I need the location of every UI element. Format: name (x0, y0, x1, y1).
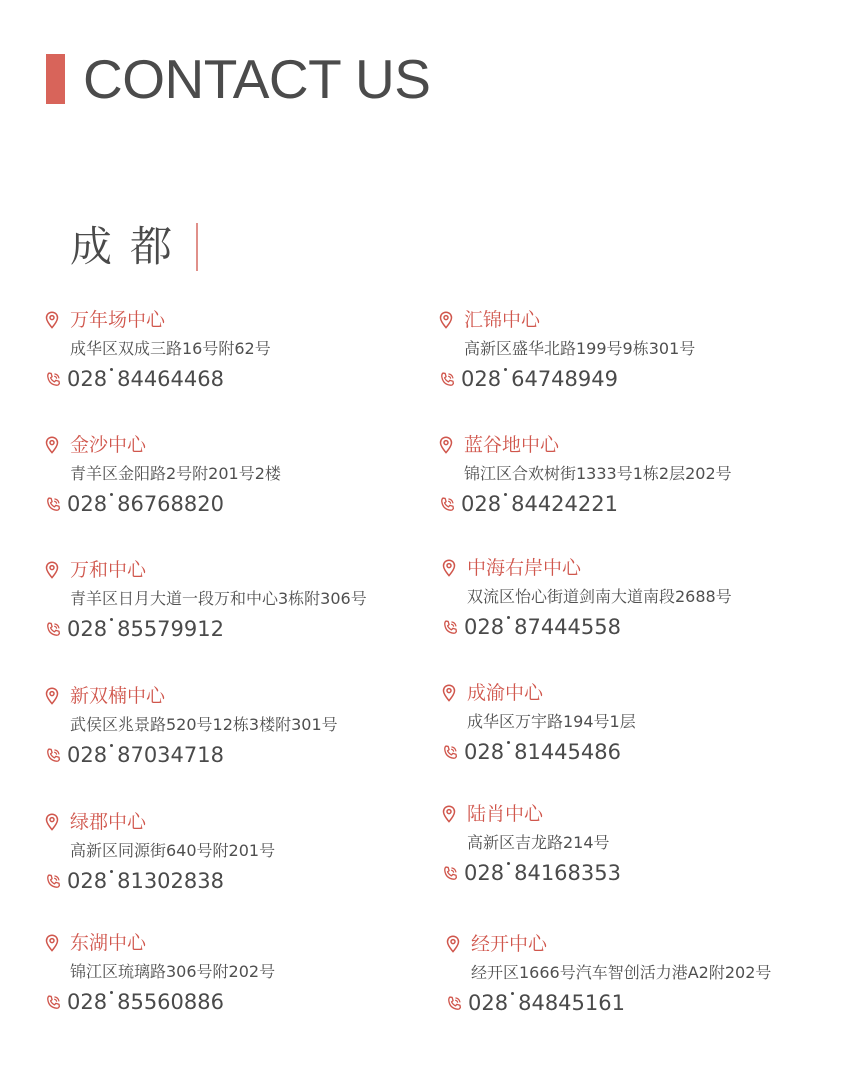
store-name-row (45, 683, 445, 709)
phone-icon (439, 496, 456, 513)
phone-number: 87444558 (514, 615, 621, 639)
store-name-row (45, 809, 445, 835)
store-name-row (439, 307, 839, 333)
store-card (442, 801, 842, 888)
store-name: 新双楠中心 (70, 685, 166, 707)
phone-separator-dot (507, 616, 510, 619)
phone-icon (442, 865, 459, 882)
phone-number: 64748949 (511, 367, 618, 391)
store-address: 锦江区合欢树街1333号1栋2层202号 (464, 464, 732, 483)
phone-icon (45, 873, 62, 890)
header-accent-bar (46, 54, 65, 104)
store-card (45, 930, 445, 1017)
store-name-row (45, 930, 445, 956)
store-address: 青羊区日月大道一段万和中心3栋附306号 (70, 589, 367, 608)
phone-row[interactable] (45, 987, 445, 1017)
phone-icon (446, 995, 463, 1012)
phone-separator-dot (511, 992, 514, 995)
phone-number: 84464468 (117, 367, 224, 391)
store-address: 成华区万宇路194号1层 (467, 712, 636, 731)
phone-separator-dot (110, 618, 113, 621)
phone-row[interactable] (442, 737, 842, 767)
phone-area-code: 028 (67, 743, 108, 767)
store-card (442, 680, 842, 767)
store-name: 绿郡中心 (70, 811, 147, 833)
phone-row[interactable] (45, 364, 445, 394)
store-card (45, 432, 445, 519)
store-card (45, 683, 445, 770)
store-name: 万年场中心 (70, 309, 166, 331)
store-name-row (442, 555, 842, 581)
store-name: 万和中心 (70, 559, 147, 581)
phone-number: 81445486 (514, 740, 621, 764)
page-header (46, 48, 431, 110)
phone-icon (442, 744, 459, 761)
phone-area-code: 028 (67, 367, 108, 391)
phone-row[interactable] (439, 364, 839, 394)
store-name-row (442, 801, 842, 827)
phone-area-code: 028 (67, 492, 108, 516)
phone-area-code: 028 (67, 990, 108, 1014)
phone-number: 87034718 (117, 743, 224, 767)
location-pin-icon (446, 935, 460, 953)
store-name-row (45, 307, 445, 333)
store-address: 锦江区琉璃路306号附202号 (70, 962, 276, 981)
store-address: 武侯区兆景路520号12栋3楼附301号 (70, 715, 338, 734)
location-pin-icon (439, 311, 453, 329)
phone-number: 85579912 (117, 617, 224, 641)
store-name: 陆肖中心 (467, 803, 544, 825)
store-card (45, 809, 445, 896)
store-card (45, 307, 445, 394)
phone-row[interactable] (442, 858, 842, 888)
location-pin-icon (442, 805, 456, 823)
phone-separator-dot (507, 741, 510, 744)
location-pin-icon (439, 436, 453, 454)
store-name-row (442, 680, 842, 706)
store-address: 高新区吉龙路214号 (467, 833, 610, 852)
phone-separator-dot (110, 870, 113, 873)
phone-row[interactable] (45, 740, 445, 770)
store-name-row (45, 432, 445, 458)
page-title: CONTACT US (83, 48, 431, 110)
store-name: 东湖中心 (70, 932, 147, 954)
location-pin-icon (442, 684, 456, 702)
store-name-row (45, 557, 445, 583)
phone-number: 81302838 (117, 869, 224, 893)
phone-row[interactable] (442, 612, 842, 642)
phone-area-code: 028 (464, 615, 505, 639)
phone-icon (45, 371, 62, 388)
phone-number: 84424221 (511, 492, 618, 516)
phone-area-code: 028 (464, 740, 505, 764)
phone-number: 86768820 (117, 492, 224, 516)
phone-row[interactable] (446, 988, 843, 1018)
store-address: 高新区盛华北路199号9栋301号 (464, 339, 696, 358)
city-name: 成都 (70, 222, 191, 271)
phone-row[interactable] (45, 866, 445, 896)
phone-separator-dot (110, 493, 113, 496)
store-card (446, 931, 843, 1018)
store-name-row (446, 931, 843, 957)
phone-area-code: 028 (461, 367, 502, 391)
store-address: 青羊区金阳路2号附201号2楼 (70, 464, 281, 483)
phone-icon (45, 994, 62, 1011)
phone-icon (45, 496, 62, 513)
store-name: 中海右岸中心 (467, 557, 582, 579)
store-name: 金沙中心 (70, 434, 147, 456)
phone-area-code: 028 (67, 617, 108, 641)
phone-icon (45, 621, 62, 638)
store-name: 成渝中心 (467, 682, 544, 704)
store-address: 成华区双成三路16号附62号 (70, 339, 271, 358)
location-pin-icon (45, 934, 59, 952)
location-pin-icon (45, 813, 59, 831)
store-card (442, 555, 842, 642)
store-card (439, 307, 839, 394)
phone-icon (442, 619, 459, 636)
city-divider (196, 223, 198, 271)
phone-separator-dot (504, 493, 507, 496)
location-pin-icon (45, 687, 59, 705)
store-name: 蓝谷地中心 (464, 434, 560, 456)
location-pin-icon (45, 311, 59, 329)
phone-separator-dot (504, 368, 507, 371)
phone-separator-dot (110, 991, 113, 994)
phone-area-code: 028 (67, 869, 108, 893)
location-pin-icon (45, 561, 59, 579)
phone-separator-dot (507, 862, 510, 865)
phone-area-code: 028 (461, 492, 502, 516)
store-name: 汇锦中心 (464, 309, 541, 331)
store-address: 双流区怡心街道剑南大道南段2688号 (467, 587, 732, 606)
location-pin-icon (45, 436, 59, 454)
store-card (45, 557, 445, 644)
store-name-row (439, 432, 839, 458)
location-pin-icon (442, 559, 456, 577)
phone-area-code: 028 (464, 861, 505, 885)
store-card (439, 432, 839, 519)
phone-icon (45, 747, 62, 764)
phone-separator-dot (110, 368, 113, 371)
store-name: 经开中心 (471, 933, 548, 955)
phone-row[interactable] (439, 489, 839, 519)
store-address: 高新区同源街640号附201号 (70, 841, 276, 860)
phone-number: 85560886 (117, 990, 224, 1014)
phone-number: 84845161 (518, 991, 625, 1015)
phone-separator-dot (110, 744, 113, 747)
store-address: 经开区1666号汽车智创活力港A2附202号 (471, 963, 772, 982)
phone-area-code: 028 (468, 991, 509, 1015)
city-heading (70, 222, 198, 272)
phone-row[interactable] (45, 614, 445, 644)
phone-row[interactable] (45, 489, 445, 519)
phone-number: 84168353 (514, 861, 621, 885)
phone-icon (439, 371, 456, 388)
